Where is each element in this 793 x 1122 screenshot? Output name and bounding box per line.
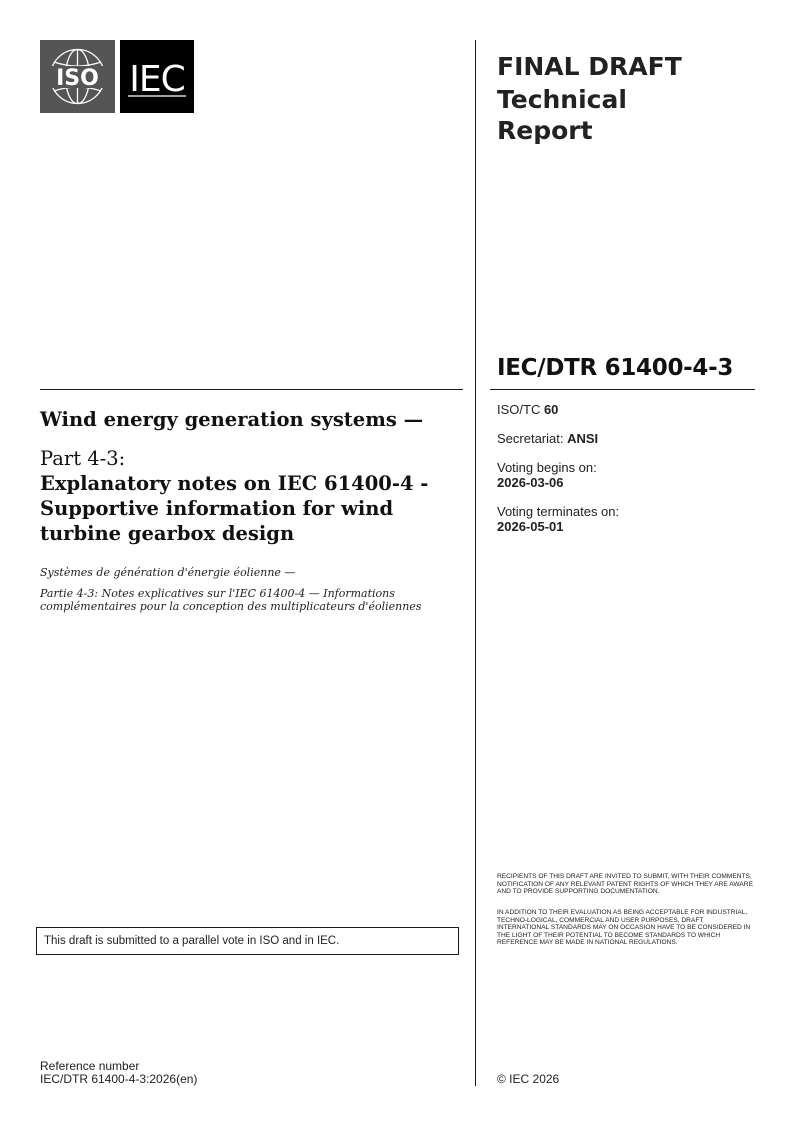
- title-sub: Explanatory notes on IEC 61400-4 - Supportive information for wind turbine gearbox design: [40, 472, 429, 545]
- iso-logo-text: ISO: [56, 66, 99, 91]
- french-title-sub: Partie 4-3: Notes explicatives sur l'IEC 61400-4 — Informations complémentaires pour la conception des multiplicateurs d'éoliennes: [40, 587, 422, 613]
- document-type-line1: Technical: [497, 85, 627, 114]
- french-title-main: Systèmes de génération d'énergie éolienne —: [40, 566, 296, 579]
- voting-begins: [497, 460, 757, 490]
- title-part: Part 4-3:: [40, 447, 126, 470]
- column-divider: [475, 40, 476, 1086]
- copyright: © IEC 2026: [497, 1072, 560, 1086]
- parallel-vote-notice: This draft is submitted to a parallel vote in ISO and in IEC.: [36, 927, 459, 955]
- document-type: [497, 84, 757, 146]
- voting-terminates-label: Voting terminates on:: [497, 504, 620, 519]
- secretariat-label: Secretariat:: [497, 431, 568, 446]
- secretariat-value: ANSI: [567, 431, 599, 446]
- iec-logo-text: IEC: [129, 59, 185, 100]
- iec-logo-graphic: [120, 40, 194, 113]
- secretariat: [497, 431, 757, 446]
- committee-label: ISO/TC: [497, 402, 544, 417]
- document-type-line2: Report: [497, 116, 593, 145]
- iso-logo: [40, 40, 115, 113]
- voting-begins-label: Voting begins on:: [497, 460, 597, 475]
- committee-value: 60: [543, 402, 559, 417]
- reference-label: Reference number: [40, 1059, 140, 1073]
- reference-number: IEC/DTR 61400-4-3:2026(en): [40, 1072, 198, 1086]
- title-rule-right: [490, 389, 755, 390]
- committee: [497, 402, 757, 417]
- document-status: FINAL DRAFT: [497, 52, 682, 81]
- voting-begins-date: 2026-03-06: [497, 475, 564, 490]
- patent-notice: RECIPIENTS OF THIS DRAFT ARE INVITED TO SUBMIT, WITH THEIR COMMENTS, NOTIFICATION OF ANY RELEVANT PATENT RIGHTS OF WHICH THEY ARE AWARE AND TO PROVIDE SUPPORTING DOCUMENTATION.: [497, 873, 753, 895]
- iso-logo-graphic: [40, 40, 115, 113]
- document-number: IEC/DTR 61400-4-3: [497, 355, 734, 381]
- title-rule-left: [40, 389, 463, 390]
- voting-terminates-date: 2026-05-01: [497, 519, 564, 534]
- evaluation-notice: IN ADDITION TO THEIR EVALUATION AS BEING ACCEPTABLE FOR INDUSTRIAL, TECHNO-LOGICAL, COMMERCIAL AND USER PURPOSES, DRAFT INTERNATIONAL STANDARDS MAY ON OCCASION HAVE TO BE CONSIDERED IN THE LIGHT OF THEIR POTENTIAL TO BECOME STANDARDS TO WHICH REFERENCE MAY BE MADE IN NATIONAL REGULATIONS.: [497, 909, 751, 946]
- iec-logo: [120, 40, 194, 113]
- voting-terminates: [497, 504, 757, 534]
- title-main: Wind energy generation systems —: [40, 408, 424, 431]
